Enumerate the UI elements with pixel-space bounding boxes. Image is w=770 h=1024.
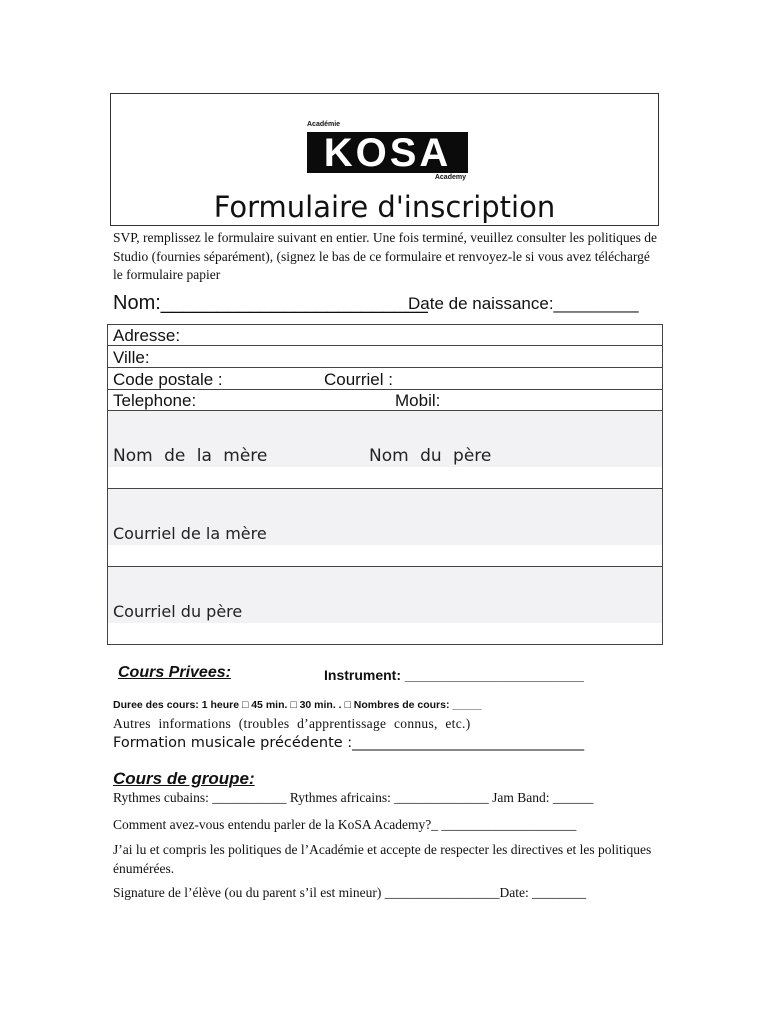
divider xyxy=(107,367,663,368)
formation-musicale-field[interactable]: Formation musicale précédente :________________________________ xyxy=(113,735,585,751)
referral-field[interactable]: Comment avez-vous entendu parler de la KoSA Academy?_ ____________________ xyxy=(113,817,577,832)
mother-email-field[interactable]: Courriel de la mère xyxy=(113,524,267,543)
duration-options[interactable]: Duree des cours: 1 heure □ 45 min. □ 30 min. . □ Nombres de cours: _____ xyxy=(113,699,482,711)
mother-name-field[interactable]: Nom de la mère xyxy=(113,446,268,466)
logo-block xyxy=(307,132,468,173)
nom-field[interactable]: Nom:________________________ xyxy=(113,292,428,314)
courriel-field[interactable]: Courriel : xyxy=(324,370,393,389)
kosa-logo xyxy=(307,121,468,183)
private-lessons-heading: Cours Privees: xyxy=(118,664,231,681)
group-lessons-heading: Cours de groupe: xyxy=(113,769,255,788)
logo-bottom-text: Academy xyxy=(434,174,466,181)
intro-text: SVP, remplissez le formulaire suivant en entier. Une fois terminé, veuillez consulter les politiques de Studio (fournies séparément), (signez le bas de ce formulaire et renvoyez-le si vous avez téléchargé le formulaire papier xyxy=(113,230,657,282)
mobil-field[interactable]: Mobil: xyxy=(395,391,441,410)
ville-field[interactable]: Ville: xyxy=(113,348,150,367)
policy-statement: J’ai lu et compris les politiques de l’Académie et accepte de respecter les directives et les politiques énumérées. xyxy=(113,842,652,876)
father-name-field[interactable]: Nom du père xyxy=(369,446,492,466)
divider xyxy=(107,488,663,489)
telephone-field[interactable]: Telephone: xyxy=(113,391,197,410)
rythmes-field[interactable]: Rythmes cubains: ___________ Rythmes africains: ______________ Jam Band: ______ xyxy=(113,790,594,805)
adresse-field[interactable]: Adresse: xyxy=(113,326,181,345)
signature-field[interactable]: Signature de l’élève (ou du parent s’il est mineur) _________________Date: ________ xyxy=(113,885,587,900)
form-title: Formulaire d'inscription xyxy=(213,190,556,224)
autres-informations-field[interactable]: Autres informations (troubles d’apprentissage connus, etc.) xyxy=(113,716,471,731)
instrument-field[interactable]: Instrument: _______________________ xyxy=(324,667,584,683)
father-email-field[interactable]: Courriel du père xyxy=(113,602,243,621)
logo-main-text: KOSA xyxy=(323,131,452,175)
dob-field[interactable]: Date de naissance:_________ xyxy=(408,294,639,313)
divider xyxy=(107,345,663,346)
divider xyxy=(107,566,663,567)
logo-top-text: Académie xyxy=(307,121,341,128)
code-postal-field[interactable]: Code postale : xyxy=(113,370,223,389)
